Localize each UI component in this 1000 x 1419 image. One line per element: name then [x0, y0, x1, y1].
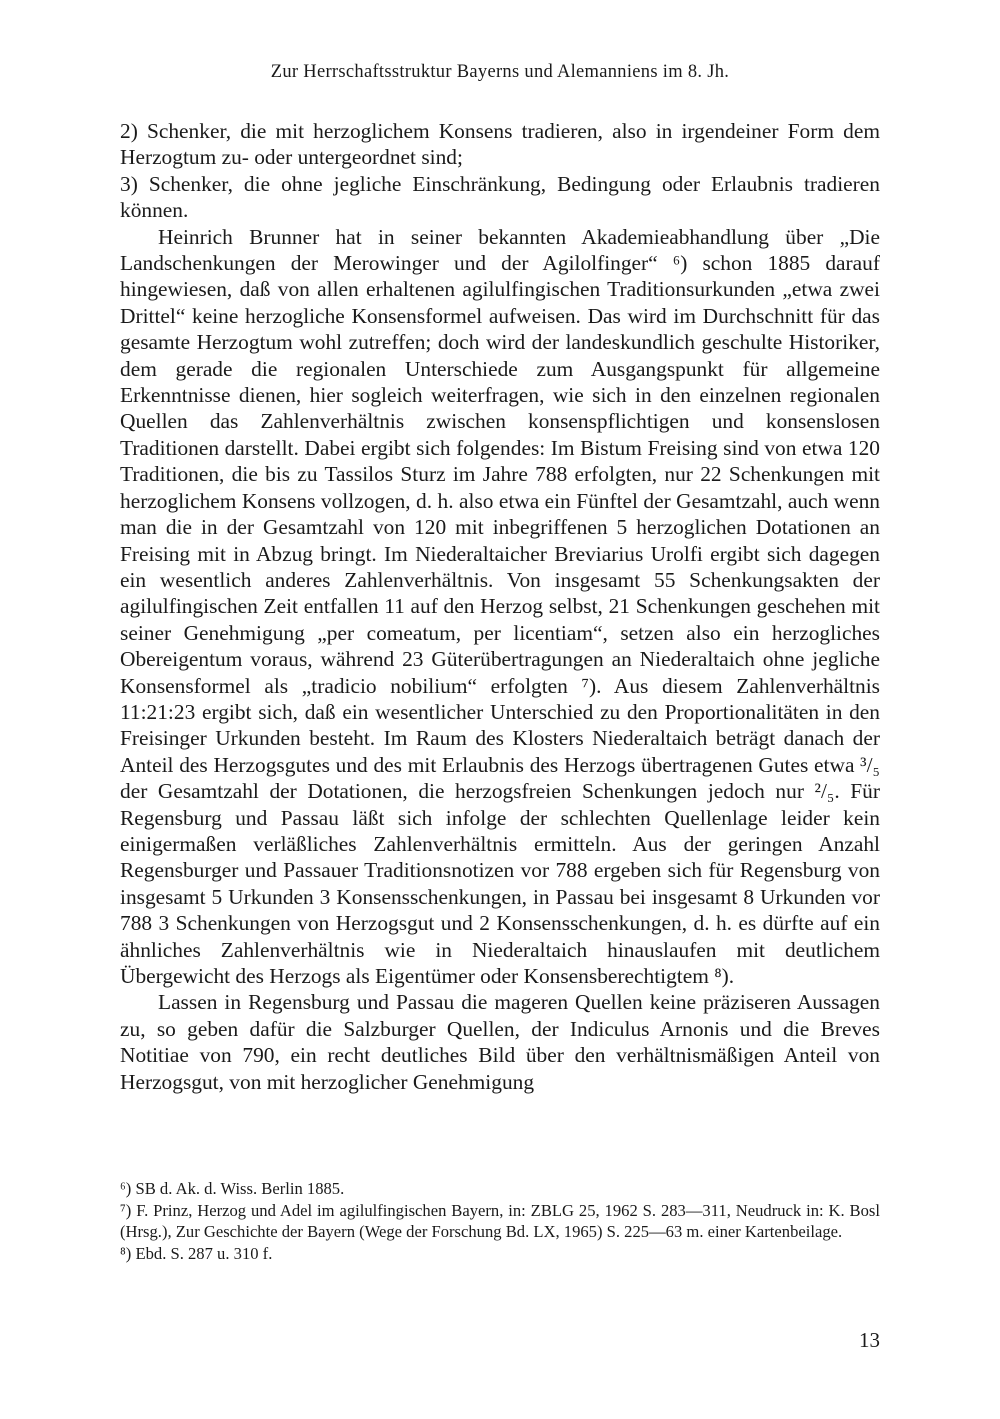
body-text	[120, 118, 880, 1095]
footnotes	[120, 1178, 880, 1264]
list-item-3: 3) Schenker, die ohne jegliche Einschränkung, Bedingung oder Erlaubnis tradieren können.	[120, 171, 880, 223]
running-head: Zur Herrschaftsstruktur Bayerns und Alemanniens im 8. Jh.	[270, 62, 730, 82]
list-item-2: 2) Schenker, die mit herzoglichem Konsens tradieren, also in irgendeiner Form dem Herzogtum zu- oder untergeordnet sind;	[120, 119, 880, 170]
paragraph-brunner: Heinrich Brunner hat in seiner bekannten Akademieabhandlung über „Die Landschenkungen der Merowinger und der Agilolfinger“ ⁶) schon 1885 darauf hingewiesen, daß von allen erhaltenen agilulfingischen Traditionsurkunden „etwa zwei Drittel“ keine herzogliche Konsensformel aufweisen. Das wird im Durchschnitt für das gesamte Herzogtum wohl zutreffen; doch wird der landeskundlich geschulte Historiker, dem gerade die regionalen Unterschiede zum Ausgangspunkt für allgemeine Erkenntnisse dienen, hier sogleich weiterfragen, wie sich in den einzelnen regionalen Quellen das Zahlenverhältnis zwischen konsenspflichtigen und konsenslosen Traditionen darstellt. Dabei ergibt sich folgendes: Im Bistum Freising sind von etwa 120 Traditionen, die bis zu Tassilos Sturz im Jahre 788 erfolgten, nur 22 Schenkungen mit herzoglichem Konsens vollzogen, d. h. also etwa ein Fünftel der Gesamtzahl, auch wenn man die in der Gesamtzahl von 120 mit inbegriffenen 5 herzoglichen Dotationen an Freising mit in Abzug bringt. Im Niederaltaicher Breviarius Urolfi ergibt sich dagegen ein wesentlich anderes Zahlenverhältnis. Von insgesamt 55 Schenkungsakten der agilulfingischen Zeit entfallen 11 auf den Herzog selbst, 21 Schenkungen geschehen mit seiner Genehmigung „per comeatum, per licentiam“, setzen also ein herzogliches Obereigentum voraus, während 23 Güterübertragungen an Niederaltaich ohne jegliche Konsensformel als „tradicio nobilium“ erfolgten ⁷). Aus diesem Zahlenverhältnis 11:21:23 ergibt sich, daß ein wesentlicher Unterschied zu den Proportionalitäten in den Freisinger Urkunden besteht. Im Raum des Klosters Niederaltaich beträgt danach der Anteil des Herzogsgutes und des mit Erlaubnis des Herzogs übertragenen Gutes etwa ³/₅ der Gesamtzahl der Dotationen, die herzogsfreien Schenkungen jedoch nur ²/₅. Für Regensburg und Passau läßt sich infolge der schlechten Quellenlage leider kein einigermaßen verläßliches Zahlenverhältnis ermitteln. Aus der geringen Anzahl Regensburger und Passauer Traditionsnotizen vor 788 ergeben sich für Regensburg von insgesamt 5 Urkunden 3 Konsensschenkungen, in Passau bei insgesamt 8 Urkunden vor 788 3 Schenkungen von Herzogsgut und 2 Konsensschenkungen, d. h. es dürfte auf ein ähnliches Zahlenverhältnis wie in Niederaltaich hinauslaufen mit deutlichem Übergewicht des Herzogs als Eigentümer oder Konsensberechtigtem ⁸).	[120, 224, 880, 988]
footnote-7: ⁷) F. Prinz, Herzog und Adel im agilulfingischen Bayern, in: ZBLG 25, 1962 S. 283—311, Neudruck in: K. Bosl (Hrsg.), Zur Geschichte der Bayern (Wege der Forschung Bd. LX, 1965) S. 225—63 m. einer Kartenbeilage.	[120, 1200, 880, 1241]
footnote-6: ⁶) SB d. Ak. d. Wiss. Berlin 1885.	[120, 1179, 345, 1198]
paragraph-salzburg: Lassen in Regensburg und Passau die mageren Quellen keine präziseren Aussagen zu, so geben dafür die Salzburger Quellen, der Indiculus Arnonis und die Breves Notitiae von 790, ein recht deutliches Bild über den verhältnismäßigen Anteil von Herzogsgut, von mit herzoglicher Genehmigung	[120, 990, 880, 1094]
page-number: 13	[859, 1328, 880, 1352]
footnote-8: ⁸) Ebd. S. 287 u. 310 f.	[120, 1243, 273, 1263]
